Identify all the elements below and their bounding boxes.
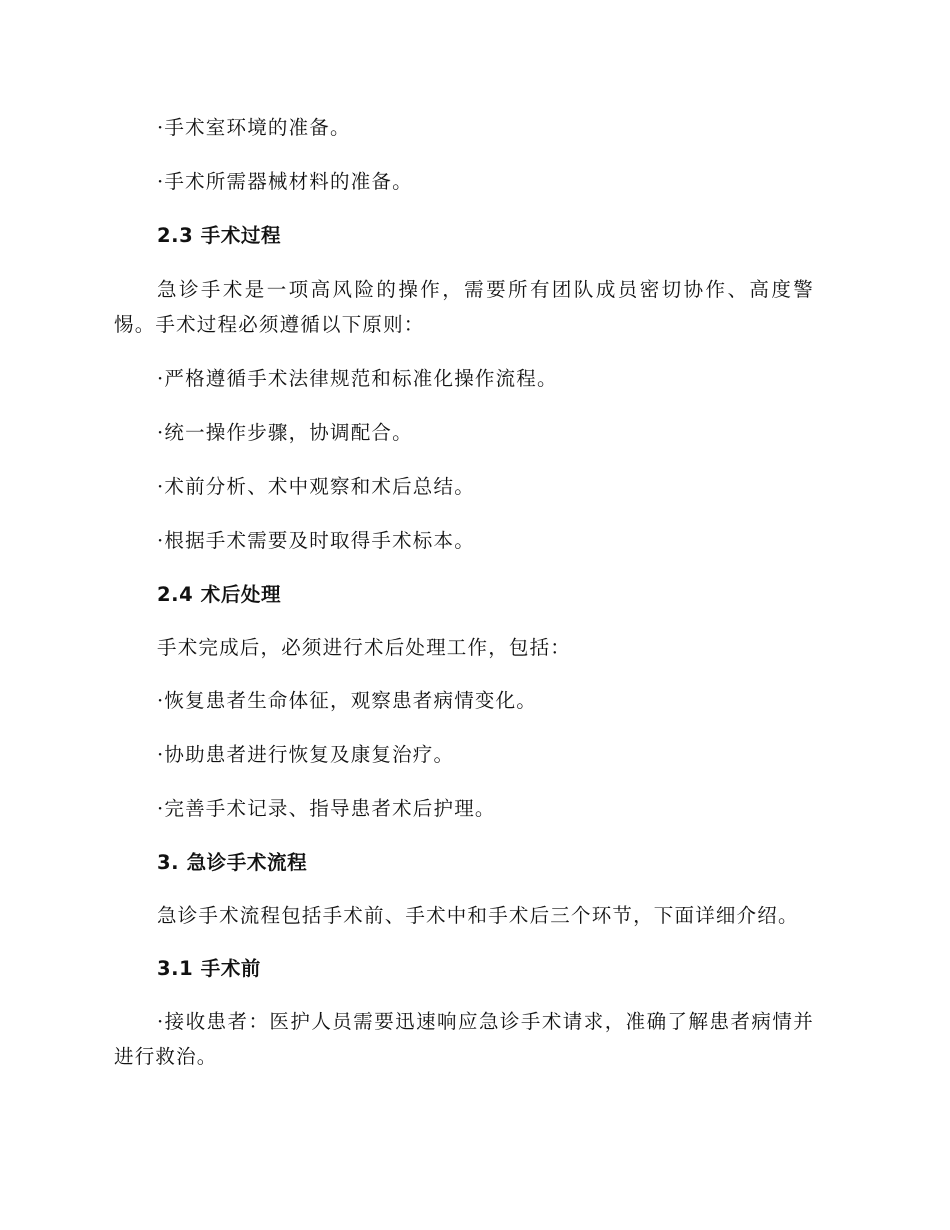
bullet-item-vital-signs: ·恢复患者生命体征，观察患者病情变化。 <box>157 689 537 712</box>
paragraph-surgery-process: 急诊手术是一项高风险的操作，需要所有团队成员密切协作、高度警惕。手术过程必须遵循以下原则： <box>114 278 814 336</box>
bullet-item-or-environment: ·手术室环境的准备。 <box>157 116 351 139</box>
section-heading-3: 3. 急诊手术流程 <box>157 851 308 874</box>
paragraph-receive-patient: ·接收患者：医护人员需要迅速响应急诊手术请求，准确了解患者病情并进行救治。 <box>114 1010 814 1068</box>
paragraph-emergency-flow: 急诊手术流程包括手术前、手术中和手术后三个环节，下面详细介绍。 <box>157 904 799 927</box>
section-heading-2-4: 2.4 术后处理 <box>157 583 282 606</box>
bullet-item-rehabilitation: ·协助患者进行恢复及康复治疗。 <box>157 743 455 766</box>
bullet-item-records-nursing: ·完善手术记录、指导患者术后护理。 <box>157 797 496 820</box>
paragraph-post-op-intro: 手术完成后，必须进行术后处理工作，包括： <box>157 636 572 659</box>
bullet-item-specimen: ·根据手术需要及时取得手术标本。 <box>157 529 475 552</box>
section-heading-2-3: 2.3 手术过程 <box>157 224 282 247</box>
bullet-item-unified-steps: ·统一操作步骤，协调配合。 <box>157 421 413 444</box>
bullet-item-pre-intra-post-analysis: ·术前分析、术中观察和术后总结。 <box>157 475 475 498</box>
bullet-item-instrument-materials: ·手术所需器械材料的准备。 <box>157 170 413 193</box>
bullet-item-follow-standards: ·严格遵循手术法律规范和标准化操作流程。 <box>157 367 558 390</box>
section-heading-3-1: 3.1 手术前 <box>157 957 262 980</box>
